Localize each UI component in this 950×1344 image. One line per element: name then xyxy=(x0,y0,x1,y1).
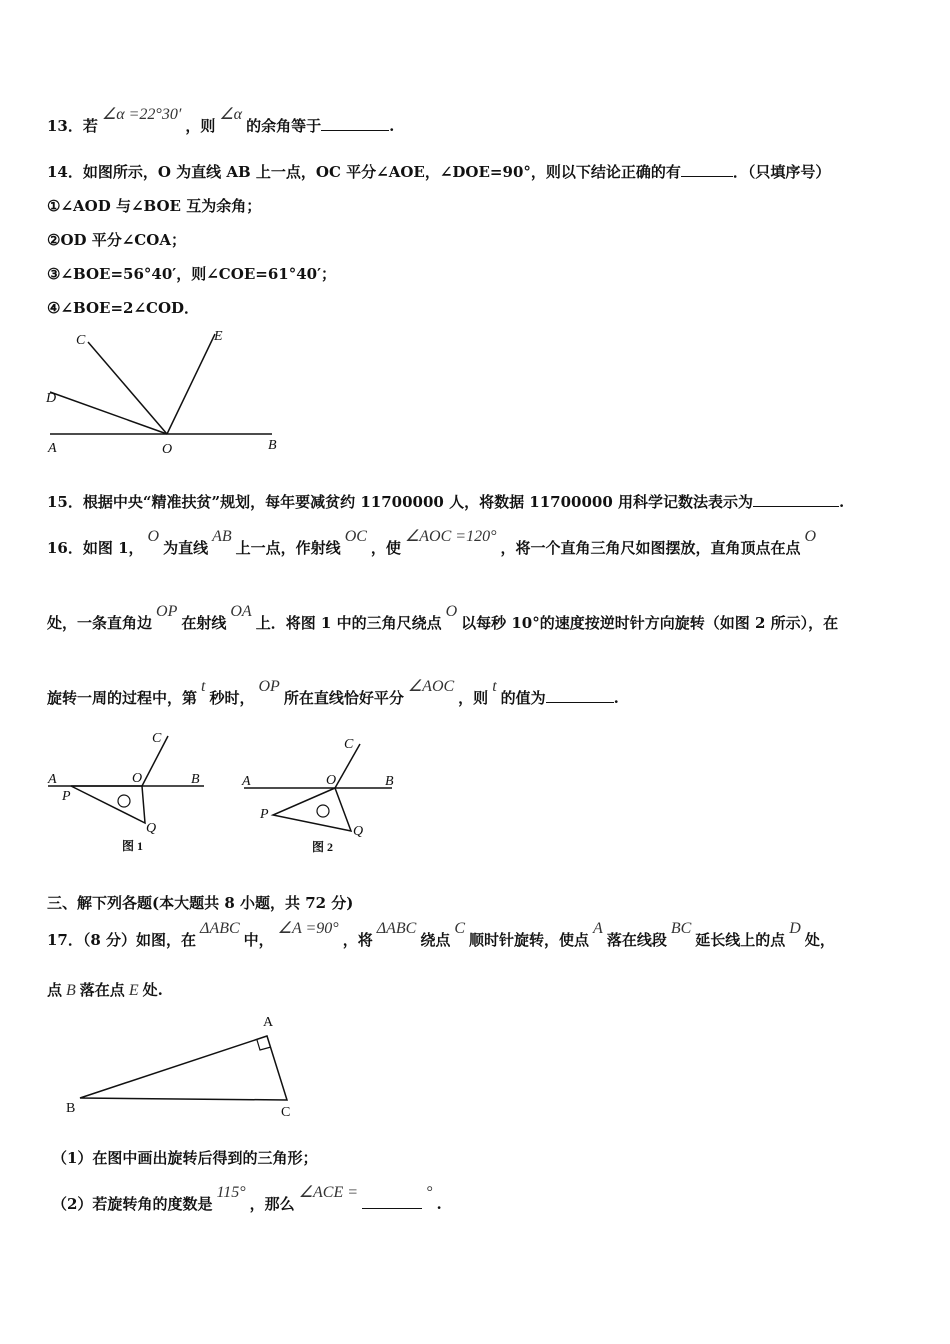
q14-label-D: D xyxy=(46,391,57,406)
q16-figure-2 xyxy=(240,728,410,860)
q17-part-1: （1）在图中画出旋转后得到的三角形； xyxy=(52,1149,318,1167)
fig2-label-A: A xyxy=(242,774,251,789)
q15-line xyxy=(47,492,844,512)
q17-line-1 xyxy=(47,920,835,951)
q17-line-2 xyxy=(47,980,163,1001)
q16-t-2: t xyxy=(492,678,497,695)
q15-end: . xyxy=(839,493,845,511)
q17-l2b: 落在点 xyxy=(79,981,125,999)
q16-line-1 xyxy=(47,528,820,559)
q16-l2b: 在射线 xyxy=(181,614,227,632)
q17-C: C xyxy=(454,920,466,937)
q16-line-2 xyxy=(47,603,839,634)
fig2-label-C: C xyxy=(344,737,354,752)
q17-a90: ∠A =90° xyxy=(277,920,339,937)
q16-figure-1 xyxy=(44,728,214,860)
q14-figure xyxy=(40,322,290,462)
q16-aoc2: ∠AOC xyxy=(407,678,455,695)
q14-label-B: B xyxy=(268,438,277,453)
q14-option-1: ①∠AOD 与∠BOE 互为余角； xyxy=(47,197,262,215)
q16-OA: OA xyxy=(230,603,252,620)
q17-p2a: （2）若旋转角的度数是 xyxy=(52,1195,213,1213)
q17-l2c: 处. xyxy=(142,981,163,999)
q16-end: . xyxy=(613,689,619,707)
q16-l3e: 的值为 xyxy=(500,689,546,707)
q14-label-A: A xyxy=(48,441,57,456)
q17-A: A xyxy=(593,920,603,937)
q14-answer-blank[interactable] xyxy=(681,162,733,177)
fig1-label-C: C xyxy=(152,731,162,746)
q14-tail: ．（只填序号） xyxy=(732,163,831,181)
q16-OP-2: OP xyxy=(258,678,280,695)
q16-l3b: 秒时， xyxy=(209,689,255,707)
fig1-label-Q: Q xyxy=(146,821,157,836)
q13-answer-blank[interactable] xyxy=(321,116,389,131)
q17-D: D xyxy=(789,920,801,937)
q15-answer-blank[interactable] xyxy=(753,492,839,507)
q16-l2c: 上．将图 1 中的三角尺绕点 xyxy=(255,614,442,632)
fig1-label-B: B xyxy=(191,772,200,787)
q17-p2b: ，那么 xyxy=(249,1195,295,1213)
q13-tail: 的余角等于 xyxy=(246,117,322,135)
q17-BC: BC xyxy=(670,920,692,937)
q16-O: O xyxy=(147,528,160,545)
q16-t: t xyxy=(201,678,206,695)
q16-l2d: 以每秒 10°的速度按逆时针方向旋转（如图 2 所示），在 xyxy=(461,614,839,632)
q17-l1a: 17．（8 分）如图，在 xyxy=(47,931,197,949)
q17-l1h: 处， xyxy=(804,931,835,949)
fig1-label-A: A xyxy=(48,772,57,787)
q14-option-2: ②OD 平分∠COA； xyxy=(47,231,186,249)
q14-label-O: O xyxy=(162,442,173,457)
q17-label-B: B xyxy=(66,1101,76,1116)
q17-answer-blank[interactable] xyxy=(362,1194,422,1209)
q17-deg: 115° xyxy=(216,1184,246,1201)
fig2-label-O: O xyxy=(326,773,337,788)
q17-ace: ∠ACE = xyxy=(298,1184,359,1201)
fig2-caption: 图 2 xyxy=(312,840,334,854)
q14-stem-text: 14．如图所示，O 为直线 AB 上一点，OC 平分∠AOE，∠DOE=90°，则以下结论正确的有 xyxy=(47,163,681,181)
q13-alpha-eq: ∠α =22°30′ xyxy=(101,106,182,123)
q16-l1d: ，使 xyxy=(370,539,401,557)
q15-text: 15．根据中央“精准扶贫”规划，每年要减贫约 11700000 人，将数据 11700000 用科学记数法表示为 xyxy=(47,493,754,511)
fig1-label-P: P xyxy=(62,789,71,804)
q16-l2a: 处，一条直角边 xyxy=(47,614,153,632)
q17-degsym: ° xyxy=(426,1184,433,1201)
fig2-label-B: B xyxy=(385,774,394,789)
q17-label-C: C xyxy=(281,1105,291,1120)
q14-option-4: ④∠BOE=2∠COD． xyxy=(47,299,200,317)
q16-l3a: 旋转一周的过程中，第 xyxy=(47,689,198,707)
q17-l2a: 点 xyxy=(47,981,63,999)
q13-mid: ，则 xyxy=(185,117,216,135)
q16-aoc: ∠AOC =120° xyxy=(404,528,497,545)
q13-alpha: ∠α xyxy=(219,106,243,123)
q17-l1e: 顺时针旋转，使点 xyxy=(469,931,590,949)
q16-l3d: ，则 xyxy=(458,689,489,707)
q16-answer-blank[interactable] xyxy=(546,688,614,703)
q17-B: B xyxy=(66,982,76,999)
fig1-label-O: O xyxy=(132,771,143,786)
q17-E: E xyxy=(128,982,139,999)
q17-abc: ΔABC xyxy=(200,920,240,937)
q13-line xyxy=(47,106,395,137)
q17-l1c: ，将 xyxy=(342,931,373,949)
fig2-label-P: P xyxy=(260,807,269,822)
q16-l1c: 上一点，作射线 xyxy=(235,539,341,557)
q13-end: . xyxy=(389,117,395,135)
q17-part-2 xyxy=(52,1184,442,1215)
fig1-caption: 图 1 xyxy=(122,839,144,853)
q13-number: 13．若 xyxy=(47,117,98,135)
fig2-label-Q: Q xyxy=(353,824,364,839)
q16-l1e: ，将一个直角三角尺如图摆放，直角顶点在点 xyxy=(500,539,801,557)
q17-p2c: . xyxy=(436,1195,442,1213)
section-3-heading: 三、解下列各题(本大题共 8 小题，共 72 分) xyxy=(47,894,354,912)
q17-figure xyxy=(60,1008,310,1120)
q16-O-2: O xyxy=(804,528,817,545)
q16-O-3: O xyxy=(445,603,458,620)
q16-OP: OP xyxy=(156,603,178,620)
q17-l1g: 延长线上的点 xyxy=(695,931,786,949)
q16-l1b: 为直线 xyxy=(163,539,209,557)
q17-abc2: ΔABC xyxy=(376,920,417,937)
q14-option-3: ③∠BOE=56°40′，则∠COE=61°40′； xyxy=(47,265,337,283)
q16-l1a: 16．如图 1， xyxy=(47,539,144,557)
q17-l1b: 中， xyxy=(243,931,274,949)
q17-l1f: 落在线段 xyxy=(606,931,667,949)
q16-line-3 xyxy=(47,678,619,709)
q14-label-C: C xyxy=(76,333,86,348)
q17-l1d: 绕点 xyxy=(420,931,451,949)
q14-stem xyxy=(47,162,830,182)
q16-l3c: 所在直线恰好平分 xyxy=(283,689,404,707)
q16-AB: AB xyxy=(212,528,232,545)
q17-label-A: A xyxy=(263,1015,274,1030)
q14-label-E: E xyxy=(214,329,223,344)
q16-OC: OC xyxy=(344,528,367,545)
